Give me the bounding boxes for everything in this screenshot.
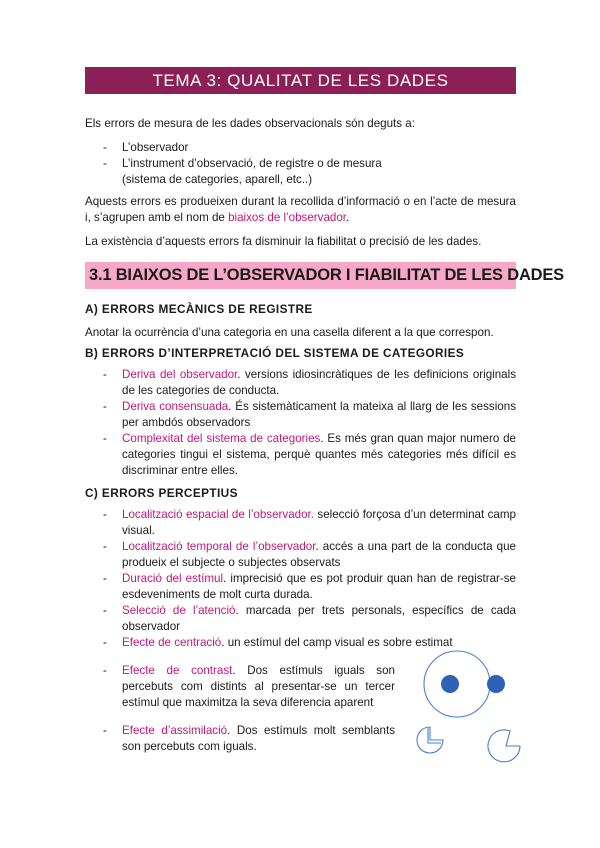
list-item: - Deriva consensuada. És sistemàticament la mateixa al llarg de les sessions per ambdós observadors (85, 399, 516, 431)
paragraph-biases: Aquests errors es produeixen durant la recollida d’informació o en l’acte de mesura i, s’agrupen amb el nom de biaixos de l’observador. (85, 195, 516, 224)
list-item: - Localització espacial de l’observador. selecció forçosa d’un determinat camp visual. (85, 507, 516, 539)
intro-text: Els errors de mesura de les dades observacionals són deguts a: (85, 117, 415, 130)
page-title: TEMA 3: QUALITAT DE LES DADES (85, 67, 516, 94)
term-highlight: biaixos de l’observador (228, 211, 347, 224)
list-item: - Deriva del observador. versions idiosincràtiques de les definicions originals de les categories de conducta. (85, 367, 516, 399)
paragraph-reliability: La existència d’aquests errors fa disminuir la fiabilitat o precisió de les dades. (85, 235, 482, 248)
list-item: - L’observador (85, 140, 516, 156)
list-item: - Selecció de l’atenció. marcada per trets personals, específics de cada observador (85, 603, 516, 635)
subsection-a-text: Anotar la ocurrència d’una categoria en una casella diferent a la que correspon. (85, 326, 494, 339)
section-heading: 3.1 BIAIXOS DE L’OBSERVADOR I FIABILITAT DE LES DADES (85, 262, 516, 289)
subheading-a: A) ERRORS MECÀNICS DE REGISTRE (85, 302, 313, 316)
assimilation-pie-left (417, 727, 443, 753)
contrast-inner-dot-left (441, 675, 459, 693)
list-item: - Efecte d’assimilació. Dos estímuls molt semblants son percebuts com iguals. (85, 723, 395, 755)
list-item: - Complexitat del sistema de categories. Es més gran quan major numero de categories tingui el sistema, perquè quantes més categories més difícil es discriminar entre elles. (85, 431, 516, 479)
perception-diagram (410, 640, 560, 780)
list-item: - L’instrument d’observació, de registre o de mesura (sistema de categories, aparell, etc..) (85, 156, 516, 188)
list-item: - Efecte de contrast. Dos estímuls iguals son percebuts com distints al presentar-se un tercer estímul que maximitza la seva diferencia aparent (85, 663, 395, 711)
contrast-dot-right (487, 675, 505, 693)
subheading-b: B) ERRORS D’INTERPRETACIÓ DEL SISTEMA DE CATEGORIES (85, 346, 465, 360)
list-item: - Duració del estímul. imprecisió que es pot produir quan han de registrar-se esdeveniments de molt curta durada. (85, 571, 516, 603)
assimilation-pie-right (488, 730, 520, 762)
subsection-b-list (85, 367, 516, 479)
subsection-c-list (85, 507, 516, 651)
list-item: - Localització temporal de l’observador. accés a una part de la conducta que produeix el subjecte o subjectes observats (85, 539, 516, 571)
error-sources-list (85, 140, 516, 188)
list-item: - Efecte de centració. un estímul del camp visual es sobre estimat (85, 635, 516, 651)
perception-illustration (410, 640, 560, 780)
subheading-c: C) ERRORS PERCEPTIUS (85, 486, 238, 500)
subsection-c-list-2 (85, 663, 395, 755)
